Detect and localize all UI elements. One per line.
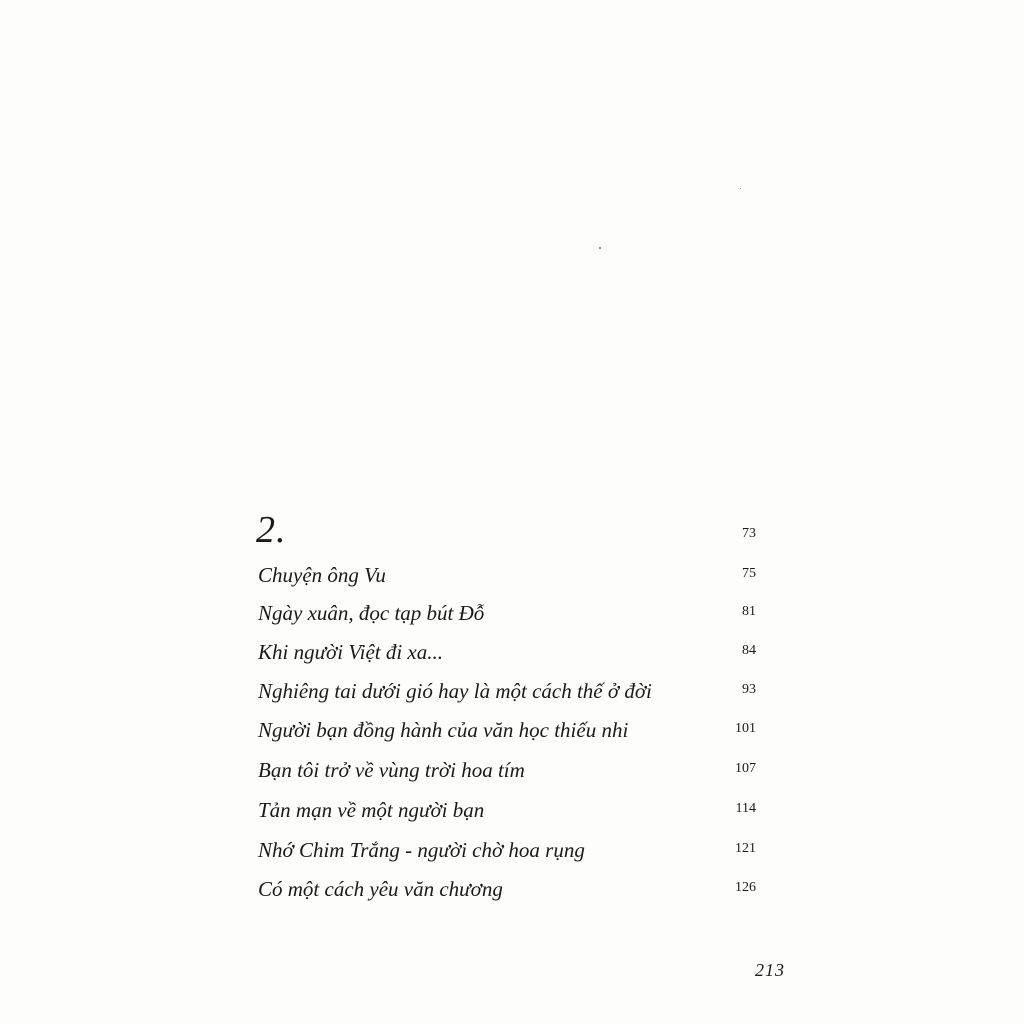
toc-entry bbox=[256, 676, 756, 708]
toc-entry-page: 101 bbox=[735, 721, 756, 736]
toc-entry-title: Bạn tôi trở về vùng trời hoa tím bbox=[258, 758, 525, 782]
toc-entry bbox=[256, 598, 756, 630]
toc-entry bbox=[256, 795, 756, 827]
toc-entry-page: 93 bbox=[742, 682, 756, 697]
toc-entry-page: 121 bbox=[735, 841, 756, 856]
toc-entry-title: Ngày xuân, đọc tạp bút Đỗ bbox=[258, 601, 485, 625]
page-folio: 213 bbox=[755, 960, 785, 980]
toc-entry bbox=[256, 715, 756, 747]
toc-entry bbox=[256, 874, 756, 906]
toc-entry bbox=[256, 755, 756, 787]
toc-entry-title: Nhớ Chim Trắng - người chờ hoa rụng bbox=[258, 838, 585, 862]
section-row bbox=[256, 520, 756, 552]
toc-entry-page: 107 bbox=[735, 761, 756, 776]
toc-entry bbox=[256, 835, 756, 867]
toc-entry-title: Người bạn đồng hành của văn học thiếu nhi bbox=[258, 718, 629, 742]
toc-entry bbox=[256, 637, 756, 669]
toc-entry-title: Nghiêng tai dưới gió hay là một cách thế ở đời bbox=[258, 679, 652, 703]
toc-entry-page: 126 bbox=[735, 880, 756, 895]
print-speck bbox=[740, 188, 741, 189]
toc-entry-page: 75 bbox=[742, 566, 756, 581]
toc-entry-title: Khi người Việt đi xa... bbox=[258, 640, 444, 664]
toc-entry-page: 81 bbox=[742, 604, 756, 619]
section-number: 2. bbox=[256, 509, 287, 551]
toc-entry-page: 84 bbox=[742, 643, 756, 658]
section-page-number: 73 bbox=[742, 526, 756, 541]
toc-entry-page: 114 bbox=[735, 801, 756, 816]
toc-entry-title: Có một cách yêu văn chương bbox=[258, 877, 503, 901]
toc-entry-title: Tản mạn về một người bạn bbox=[258, 798, 485, 822]
toc-entry bbox=[256, 560, 756, 592]
print-speck bbox=[599, 247, 601, 249]
toc-entry-title: Chuyện ông Vu bbox=[258, 563, 386, 587]
